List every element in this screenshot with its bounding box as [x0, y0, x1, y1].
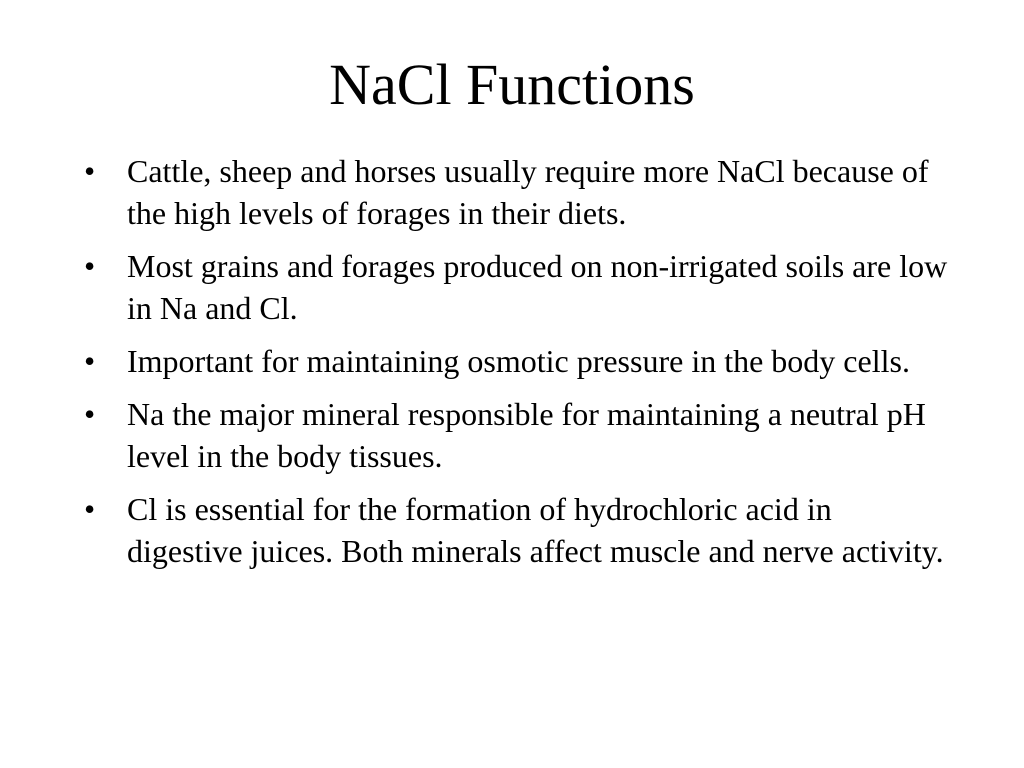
bullet-text: Most grains and forages produced on non-irrigated soils are low in Na and Cl.: [127, 248, 948, 326]
bullet-item: [84, 393, 954, 477]
bullet-icon: •: [84, 343, 96, 379]
bullet-text: Cl is essential for the formation of hydrochloric acid in digestive juices. Both minerals affect muscle and nerve activity.: [127, 491, 944, 569]
slide-title: NaCl Functions: [329, 52, 695, 117]
bullet-icon: •: [84, 248, 96, 284]
bullet-item: [84, 488, 954, 572]
bullet-icon: •: [84, 153, 96, 189]
bullet-item: [84, 150, 954, 234]
bullet-text: Na the major mineral responsible for maintaining a neutral pH level in the body tissues.: [127, 396, 926, 474]
bullet-list: [84, 150, 954, 583]
bullet-item: [84, 340, 954, 382]
bullet-text: Cattle, sheep and horses usually require more NaCl because of the high levels of forages in their diets.: [127, 153, 929, 231]
bullet-icon: •: [84, 396, 96, 432]
bullet-icon: •: [84, 491, 96, 527]
bullet-item: [84, 245, 954, 329]
bullet-text: Important for maintaining osmotic pressure in the body cells.: [127, 343, 910, 379]
